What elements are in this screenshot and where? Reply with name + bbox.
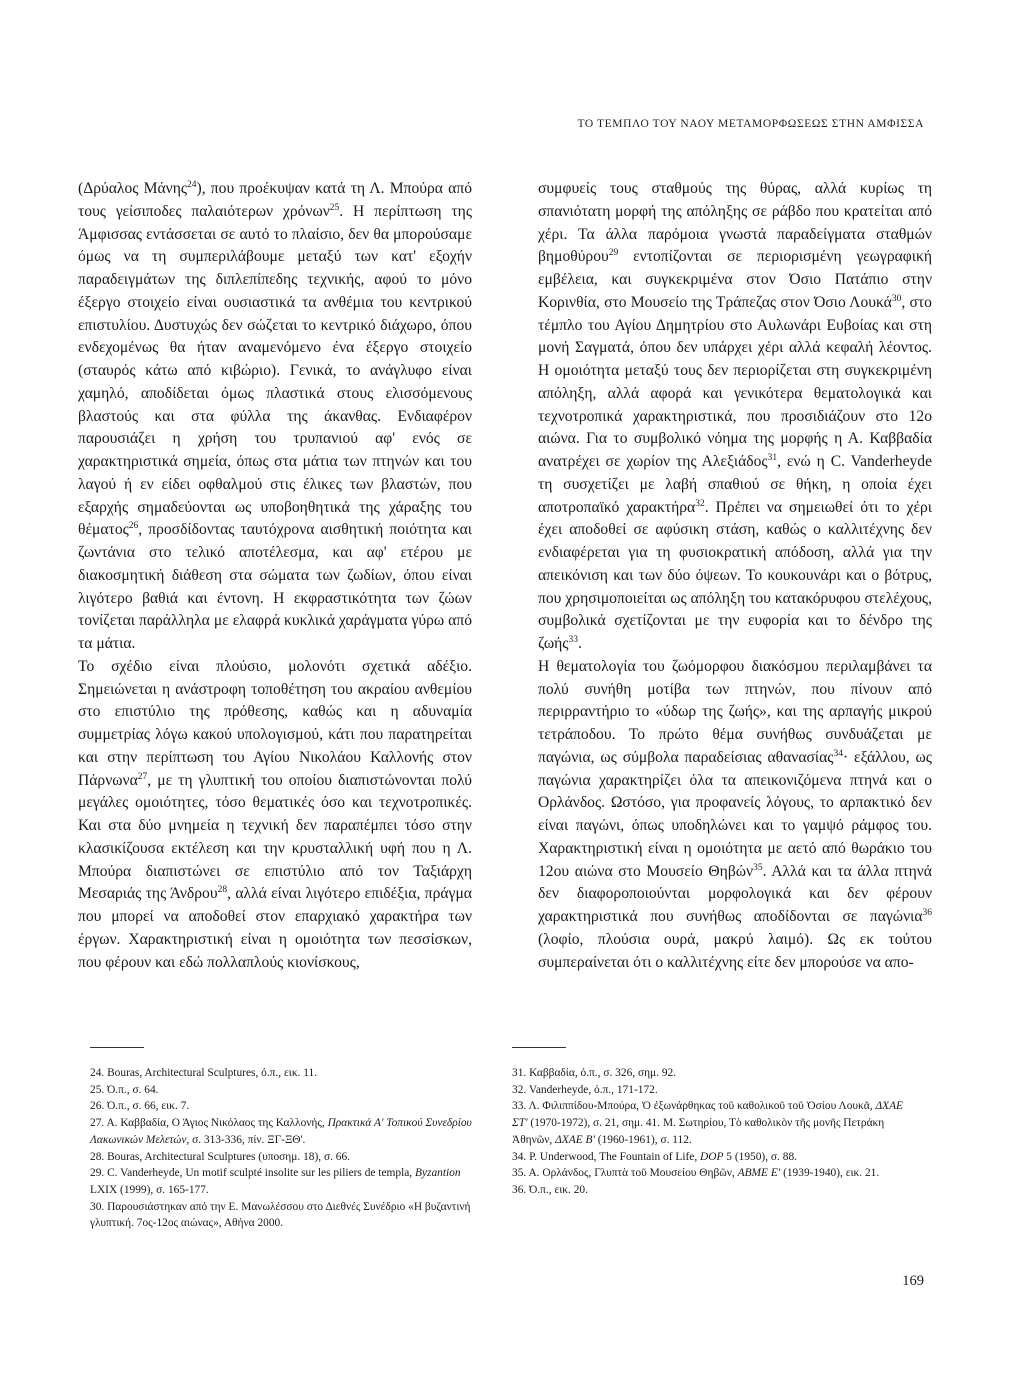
footnote-35 xyxy=(512,1165,912,1182)
footnote-32: 32. Vanderheyde, ό.π., 171-172. xyxy=(512,1083,658,1096)
text-span: , στο τέμπλο του Αγίου Δημητρίου στο Αυλωνάρι Ευβοίας και στη μονή Σαγματά, όπου δεν υπάρχει χέρι αλλά κεφαλή λέοντος. Η ομοιότητα μεταξύ τους δεν περιορίζεται στη συγκεκριμένη απόληξη, αλλά αφορά και γενικότερα θεματολογικά και τεχνοτροπικά χαρακτηριστικά, που προσιδιάζουν στο 12ο αιώνα. Για το συμβολικό νόημα της μορφής η Α. Καββαδία ανατρέχει σε χωρίον της Αλεξιάδος xyxy=(538,293,932,470)
footnote-33 xyxy=(512,1098,912,1148)
text-span: 34. P. Underwood, The Fountain of Life, xyxy=(512,1150,701,1163)
text-span: συμφυείς τους σταθμούς της θύρας, αλλά κυρίως τη σπανιότατη μορφή της απόληξης σε ράβδο που κρατείται από χέρι. Τα άλλα παρόμοια γνωστά παραδείγματα σταθμών βημοθύρου xyxy=(538,180,932,266)
text-span: , ενώ η C. Vanderheyde τη συσχετίζει με λαβή σπαθιού σε θήκη, η οποία έχει αποτροπαϊκό χαρακτήρα xyxy=(538,453,932,516)
right-paragraph-2 xyxy=(538,656,932,975)
text-span: , σ. 313-336, πίν. ΞΓ-ΞΘ'. xyxy=(186,1133,306,1146)
footnote-28: 28. Bouras, Architectural Sculptures (υποσημ. 18), σ. 66. xyxy=(90,1150,351,1163)
text-span: ), που προέκυψαν κατά τη Λ. Μπούρα από τους γείσιποδες παλαιότερων χρόνων xyxy=(78,180,472,220)
journal-title: Πρακτικά Α' Τοπικού Συνεδρίου Λακωνικών Μελετών xyxy=(90,1117,472,1146)
running-head: ΤΟ ΤΕΜΠΛΟ ΤΟΥ ΝΑΟΥ ΜΕΤΑΜΟΡΦΩΣΕΩΣ ΣΤΗΝ ΑΜΦΙΣΣΑ xyxy=(577,118,924,130)
text-span: Η θεματολογία του ζωόμορφου διακόσμου περιλαμβάνει τα πολύ συνήθη μοτίβα των πτηνών, που πίνουν από περιρραντήριο το «ύδωρ της ζωής», και της αρπαγής μικρού τετράποδου. Το πρώτο θέμα συνήθως συνδυάζεται με παγώνια, ως σύμβολα παραδείσιας αθανασίας xyxy=(538,657,932,766)
text-span: . Πρέπει να σημειωθεί ότι το χέρι έχει αποδοθεί σε αφύσικη στάση, καθώς ο καλλιτέχνης δεν ενδιαφέρεται για τη φυσιοκρατική απόδοση, αλλά για την απεικόνιση και των δύο όψεων. Το κουκουνάρι και ο βότρυς, που χρησιμοποιείται ως απόληξη του κατακόρυφου στελέχους, συμβολικά σχετίζονται με την ευφορία και το δένδρο της ζωής xyxy=(538,498,932,652)
footnote-30: 30. Παρουσιάστηκαν από την Ε. Μανωλέσσου στο Διεθνές Συνέδριο «Η βυζαντινή γλυπτική. 7ος-12ος αιώνας», Αθήνα 2000. xyxy=(90,1200,471,1230)
text-span: LXIX (1999), σ. 165-177. xyxy=(90,1183,209,1196)
right-paragraph-1 xyxy=(538,178,932,656)
journal-title: ΑΒΜΕ Ε' xyxy=(737,1167,781,1180)
text-span: 33. Λ. Φιλιππίδου-Μπούρα, Ὁ ἐξωνάρθηκας τοῦ καθολικοῦ τοῦ Ὁσίου Λουκᾶ, xyxy=(512,1100,876,1113)
footnote-ref-28[interactable]: 28 xyxy=(217,885,228,896)
footnote-31: 31. Καββαδία, ό.π., σ. 326, σημ. 92. xyxy=(512,1067,677,1079)
text-span: 35. Α. Ορλάνδος, Γλυπτὰ τοῦ Μουσείου Θηβῶν, xyxy=(512,1167,738,1180)
footnote-ref-29[interactable]: 29 xyxy=(608,248,619,259)
text-span: 29. C. Vanderheyde, Un motif sculpté insolite sur les piliers de templa, xyxy=(90,1167,415,1180)
footnote-ref-27[interactable]: 27 xyxy=(137,771,148,782)
footnote-25: 25. Ό.π., σ. 64. xyxy=(90,1083,159,1096)
text-span: (1960-1961), σ. 112. xyxy=(594,1133,692,1146)
text-span: (Δρύαλος Μάνης xyxy=(78,180,188,197)
footnotes-right xyxy=(512,1065,912,1199)
text-span: (1970-1972), σ. 21, σημ. 41. Μ. Σωτηρίου, Τὸ καθολικὸν τῆς μονῆς Πετράκη Ἀθηνῶν, xyxy=(512,1117,885,1146)
journal-title: ΔΧΑΕ ΣΤ' xyxy=(512,1100,903,1130)
footnote-36: 36. Ό.π., εικ. 20. xyxy=(512,1183,588,1196)
footnote-ref-33[interactable]: 33 xyxy=(568,634,578,645)
right-column xyxy=(538,178,932,974)
left-column xyxy=(78,178,472,974)
footnote-ref-30[interactable]: 30 xyxy=(891,293,902,304)
footnote-ref-36[interactable]: 36 xyxy=(922,907,932,918)
text-span: , προσδίδοντας ταυτόχρονα αισθητική ποιότητα και ζωντάνια στο τελικό αποτέλεσμα, και αφ' ετέρου με διακοσμητική διάθεση στα σώματα των ζωδίων, όπου είναι λιγότερο βαθιά και έντονη. Η εκφραστικότητα των ζώων τονίζεται παράλληλα με ελαφρά κυκλικά χαράγματα γύρω από τα μάτια. xyxy=(78,521,472,652)
text-span: . Αλλά και τα άλλα πτηνά δεν διαφοροποιούνται μορφολογικά και δεν φέρουν χαρακτηριστικά που συνήθως αποδίδονται σε παγώνια xyxy=(538,862,932,925)
footnote-ref-26[interactable]: 26 xyxy=(128,521,139,532)
journal-title: Byzantion xyxy=(415,1167,461,1180)
journal-title: ΔΧΑΕ Β' xyxy=(555,1133,595,1146)
footnote-rule-left xyxy=(90,1047,144,1048)
footnotes-left xyxy=(90,1065,490,1232)
text-span: , αλλά είναι λιγότερο επιδέξια, πράγμα που μπορεί να αποδοθεί στον επαρχιακό χαρακτήρα των έργων. Χαρακτηριστική είναι η ομοιότητα των πεσσίσκων, που φέρουν και εδώ πολλαπλούς κιονίσκους, xyxy=(78,885,472,971)
journal-title: DOP xyxy=(700,1150,724,1163)
footnote-34 xyxy=(512,1149,912,1166)
footnote-27 xyxy=(90,1115,490,1148)
text-span: (1939-1940), εικ. 21. xyxy=(780,1167,880,1180)
text-span: εντοπίζονται σε περιορισμένη γεωγραφική εμβέλεια, και συγκεκριμένα στον Όσιο Πατάπιο στην Κορινθία, στο Μουσείο της Τράπεζας στον Όσιο Λουκά xyxy=(538,248,932,311)
text-span: 5 (1950), σ. 88. xyxy=(723,1150,797,1163)
text-span: , με τη γλυπτική του οποίου διαπιστώνονται πολύ μεγάλες ομοιότητες, τόσο θεματικές όσο και τεχνοτροπικές. Και στα δύο μνημεία η τεχνική δεν παραπέμπει τόσο στην κλασικίζουσα εκτέλεση και την κρυσταλλική υφή που η Λ. Μπούρα διαπιστώνει σε επιστύλιο από τον Ταξιάρχη Μεσαριάς της Άνδρου xyxy=(78,771,472,903)
footnote-ref-34[interactable]: 34 xyxy=(833,748,843,759)
left-paragraph-1 xyxy=(78,178,472,656)
footnote-ref-35[interactable]: 35 xyxy=(753,862,763,873)
footnote-ref-31[interactable]: 31 xyxy=(767,452,778,463)
footnote-ref-24[interactable]: 24 xyxy=(187,179,197,190)
footnote-ref-25[interactable]: 25 xyxy=(329,202,340,213)
footnote-ref-32[interactable]: 32 xyxy=(695,498,705,509)
text-span: 27. Α. Καββαδία, Ο Άγιος Νικόλαος της Καλλονής, xyxy=(90,1117,328,1130)
footnote-24: 24. Bouras, Architectural Sculptures, ό.π., εικ. 11. xyxy=(90,1067,318,1079)
text-span: · εξάλλου, ως παγώνια χαρακτηρίζει όλα τα απεικονιζόμενα πτηνά και ο Ορλάνδος. Ωστόσο, για προφανείς λόγους, το αρπακτικό δεν είναι παγώνι, όπως υποδηλώνει και το γαμψό ράμφος του. Χαρακτηριστική είναι η ομοιότητα με αετό από θωράκιο του 12ου αιώνα στο Μουσείο Θηβών xyxy=(538,748,932,880)
page-number: 169 xyxy=(902,1273,924,1289)
footnote-29 xyxy=(90,1165,490,1198)
footnote-26: 26. Ό.π., σ. 66, εικ. 7. xyxy=(90,1100,190,1113)
text-span: . xyxy=(578,635,582,652)
footnote-rule-right xyxy=(512,1047,566,1048)
left-paragraph-2 xyxy=(78,656,472,975)
text-span: . Η περίπτωση της Άμφισσας εντάσσεται σε αυτό το πλαίσιο, δεν θα μπορούσαμε όμως να τη συμπεριλάβουμε μεταξύ των κατ' εξοχήν παραδειγμάτων της διπλεπίπεδης τεχνικής, αφού το μόνο έξεργο στοιχείο είναι ουσιαστικά τα ανθέμια του κεντρικού επιστυλίου. Δυστυχώς δεν σώζεται το κεντρικό διάχωρο, όπου ενδεχομένως θα ήταν αναμενόμενο ένα έξεργο στοιχείο (σταυρός κάτω από κιβώριο). Γενικά, το ανάγλυφο είναι χαμηλό, αποδίδεται όμως πλαστικά στους ελισσόμενους βλαστούς και στα φύλλα της άκανθας. Ενδιαφέρον παρουσιάζει η χρήση του τρυπανιού αφ' ενός σε χαρακτηριστικά σημεία, όπως στα μάτια των πτηνών και του λαγού ή εν είδει οφθαλμού στις έλικες των βλαστών, που εξαρχής σημαδεύονται ως υποβοηθητικά της χάραξης του θέματος xyxy=(78,202,472,539)
text-span: Το σχέδιο είναι πλούσιο, μολονότι σχετικά αδέξιο. Σημειώνεται η ανάστροφη τοποθέτηση του ακραίου ανθεμίου στο επιστύλιο της πρόθεσης, καθώς και η αδυναμία συμμετρίας λόγω κακού υπολογισμού, κάτι που παρατηρείται και στην περίπτωση του Αγίου Νικολάου Καλλονής στον Πάρνωνα xyxy=(78,657,472,789)
text-span: (λοφίο, πλούσια ουρά, μακρύ λαιμό). Ως εκ τούτου συμπεραίνεται ότι ο καλλιτέχνης είτε δεν μπορούσε να απο- xyxy=(538,930,932,971)
